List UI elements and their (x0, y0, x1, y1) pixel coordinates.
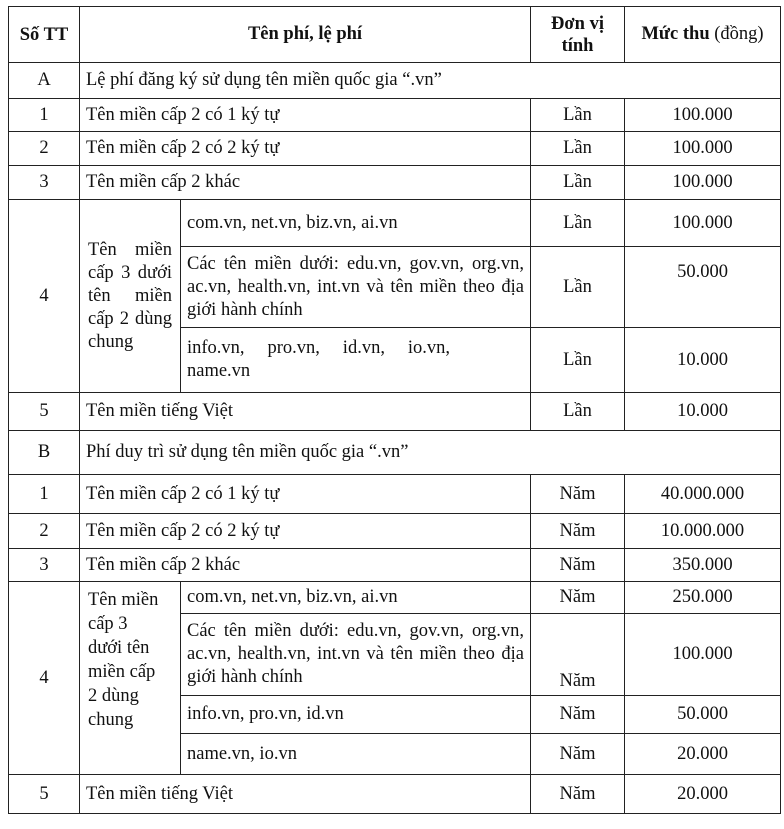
row-fee: 10.000 (625, 393, 781, 431)
group-item-name: name.vn, io.vn (181, 734, 531, 775)
row-fee: 20.000 (625, 734, 781, 775)
row-unit: Lần (531, 200, 625, 247)
row-unit: Lần (531, 132, 625, 166)
row-fee: 20.000 (625, 775, 781, 814)
group-item-name: Các tên miền dưới: edu.vn, gov.vn, org.vn, ac.vn, health.vn, int.vn và tên miền theo địa giới hành chính (181, 247, 531, 328)
table-row (9, 99, 781, 132)
row-fee: 100.000 (625, 166, 781, 200)
fee-table (8, 6, 781, 814)
row-unit: Năm (531, 549, 625, 582)
group-label: Tên miền cấp 3 dưới tên miền cấp 2 dùng chung (80, 200, 181, 393)
row-unit: Năm (531, 734, 625, 775)
table-row (9, 166, 781, 200)
table-row (9, 132, 781, 166)
header-fee-label: Mức thu (641, 24, 710, 44)
row-fee: 350.000 (625, 549, 781, 582)
row-fee: 250.000 (625, 582, 781, 614)
row-name: Tên miền cấp 2 có 2 ký tự (80, 132, 531, 166)
group-item-name: info.vn, pro.vn, id.vn, io.vn, name.vn (181, 328, 531, 393)
row-no: 5 (9, 775, 80, 814)
table-row (9, 475, 781, 514)
table-row (9, 514, 781, 549)
row-name: Tên miền cấp 2 có 1 ký tự (80, 99, 531, 132)
row-fee: 50.000 (625, 247, 781, 328)
row-unit: Năm (531, 614, 625, 696)
row-fee: 100.000 (625, 99, 781, 132)
row-unit: Lần (531, 328, 625, 393)
row-unit: Năm (531, 582, 625, 614)
row-name: Tên miền cấp 2 có 2 ký tự (80, 514, 531, 549)
group-item-name: com.vn, net.vn, biz.vn, ai.vn (181, 582, 531, 614)
row-fee: 40.000.000 (625, 475, 781, 514)
group-item-name: info.vn, pro.vn, id.vn (181, 696, 531, 734)
row-fee: 10.000.000 (625, 514, 781, 549)
row-name: Tên miền cấp 2 khác (80, 166, 531, 200)
section-b-row (9, 431, 781, 475)
header-fee (625, 7, 781, 63)
row-name: Tên miền cấp 2 khác (80, 549, 531, 582)
row-no: 1 (9, 475, 80, 514)
table-row (9, 582, 781, 614)
row-name: Tên miền cấp 2 có 1 ký tự (80, 475, 531, 514)
section-code: B (9, 431, 80, 475)
row-unit: Năm (531, 696, 625, 734)
group-no: 4 (9, 200, 80, 393)
row-unit: Năm (531, 775, 625, 814)
row-no: 1 (9, 99, 80, 132)
row-fee: 50.000 (625, 696, 781, 734)
row-no: 2 (9, 514, 80, 549)
group-item-name: Các tên miền dưới: edu.vn, gov.vn, org.vn, ac.vn, health.vn, int.vn và tên miền theo địa giới hành chính (181, 614, 531, 696)
section-title: Phí duy trì sử dụng tên miền quốc gia “.vn” (80, 431, 781, 475)
header-name: Tên phí, lệ phí (80, 7, 531, 63)
header-no: Số TT (9, 7, 80, 63)
row-unit: Năm (531, 475, 625, 514)
row-no: 3 (9, 549, 80, 582)
row-fee: 100.000 (625, 200, 781, 247)
row-fee: 100.000 (625, 132, 781, 166)
table-row (9, 775, 781, 814)
header-unit: Đơn vị tính (531, 7, 625, 63)
section-code: A (9, 63, 80, 99)
table-header-row (9, 7, 781, 63)
row-unit: Lần (531, 99, 625, 132)
section-title: Lệ phí đăng ký sử dụng tên miền quốc gia “.vn” (80, 63, 781, 99)
row-unit: Năm (531, 514, 625, 549)
row-no: 3 (9, 166, 80, 200)
table-row (9, 549, 781, 582)
row-fee: 100.000 (625, 614, 781, 696)
group-no: 4 (9, 582, 80, 775)
table-row (9, 393, 781, 431)
row-unit: Lần (531, 393, 625, 431)
row-no: 5 (9, 393, 80, 431)
row-no: 2 (9, 132, 80, 166)
row-unit: Lần (531, 166, 625, 200)
row-unit: Lần (531, 247, 625, 328)
group-label: Tên miền cấp 3 dưới tên miền cấp 2 dùng chung (80, 582, 181, 775)
header-fee-unit: (đồng) (714, 24, 764, 44)
table-row (9, 200, 781, 247)
group-item-name: com.vn, net.vn, biz.vn, ai.vn (181, 200, 531, 247)
row-name: Tên miền tiếng Việt (80, 775, 531, 814)
row-name: Tên miền tiếng Việt (80, 393, 531, 431)
row-fee: 10.000 (625, 328, 781, 393)
section-a-row (9, 63, 781, 99)
